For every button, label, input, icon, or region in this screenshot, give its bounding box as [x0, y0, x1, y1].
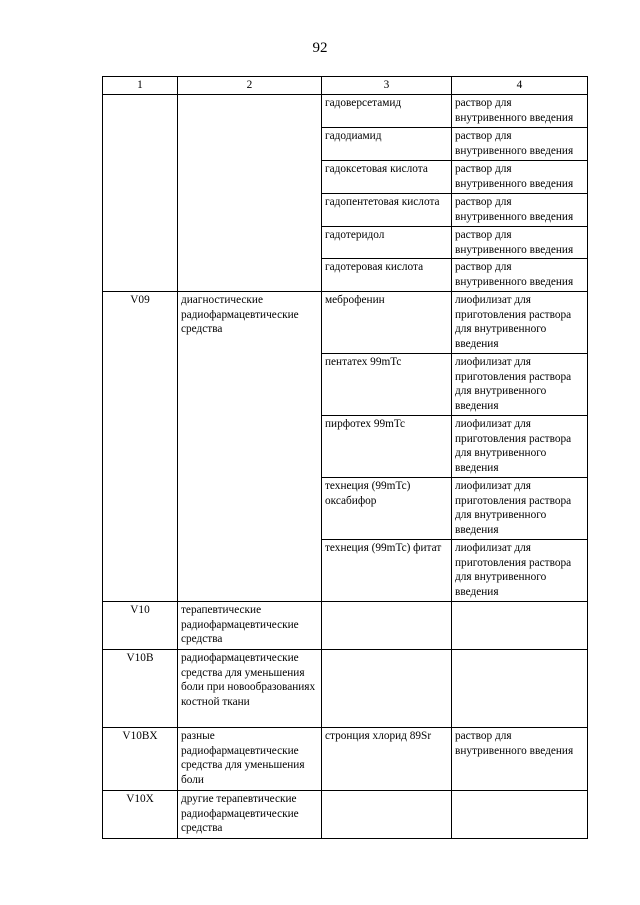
table-row [103, 416, 588, 478]
drug-name-cell: гадопентетовая кислота [322, 194, 452, 227]
atc-code-cell [103, 194, 178, 227]
table-row [103, 227, 588, 259]
drug-name-cell: гадоксетовая кислота [322, 161, 452, 194]
dosage-form-cell: раствор для внутривенного введения [452, 728, 588, 791]
group-cell [178, 478, 322, 540]
dosage-form-cell: раствор для внутривенного введения [452, 95, 588, 128]
drug-name-cell: меброфенин [322, 292, 452, 354]
drug-name-cell [322, 650, 452, 728]
drug-name-cell [322, 602, 452, 650]
group-cell [178, 95, 322, 128]
atc-code-cell [103, 128, 178, 161]
drug-name-cell: гадотеровая кислота [322, 259, 452, 292]
dosage-form-cell: раствор для внутривенного введения [452, 259, 588, 292]
atc-code-cell [103, 540, 178, 602]
atc-code-cell [103, 354, 178, 416]
column-header: 1 [103, 77, 178, 95]
table-row [103, 259, 588, 292]
atc-code-cell: V10B [103, 650, 178, 728]
drug-name-cell: технеция (99mTc) фитат [322, 540, 452, 602]
header-row [103, 77, 588, 95]
atc-code-cell [103, 95, 178, 128]
atc-code-cell: V09 [103, 292, 178, 354]
dosage-form-cell: раствор для внутривенного введения [452, 128, 588, 161]
dosage-form-cell [452, 602, 588, 650]
dosage-form-cell: лиофилизат для приготовления раствора для внутривенного введения [452, 540, 588, 602]
table-row [103, 292, 588, 354]
column-header: 2 [178, 77, 322, 95]
dosage-form-cell [452, 650, 588, 728]
drug-name-cell: гадотеридол [322, 227, 452, 259]
group-cell [178, 540, 322, 602]
drug-table [102, 76, 588, 839]
table-row [103, 194, 588, 227]
table-row [103, 602, 588, 650]
drug-name-cell: пентатех 99mTc [322, 354, 452, 416]
dosage-form-cell: раствор для внутривенного введения [452, 194, 588, 227]
drug-name-cell [322, 791, 452, 839]
table-row [103, 128, 588, 161]
atc-code-cell [103, 161, 178, 194]
group-cell [178, 128, 322, 161]
table-row [103, 161, 588, 194]
atc-code-cell [103, 227, 178, 259]
drug-name-cell: технеция (99mTc) оксабифор [322, 478, 452, 540]
atc-code-cell [103, 416, 178, 478]
dosage-form-cell [452, 791, 588, 839]
dosage-form-cell: лиофилизат для приготовления раствора для внутривенного введения [452, 416, 588, 478]
group-cell [178, 259, 322, 292]
group-cell [178, 194, 322, 227]
group-cell [178, 161, 322, 194]
group-cell: терапевтические радиофармацевтические средства [178, 602, 322, 650]
group-cell: другие терапевтические радиофармацевтические средства [178, 791, 322, 839]
atc-code-cell: V10X [103, 791, 178, 839]
group-cell [178, 416, 322, 478]
drug-name-cell: пирфотех 99mTc [322, 416, 452, 478]
dosage-form-cell: лиофилизат для приготовления раствора для внутривенного введения [452, 354, 588, 416]
atc-code-cell [103, 478, 178, 540]
column-header: 3 [322, 77, 452, 95]
atc-code-cell: V10 [103, 602, 178, 650]
dosage-form-cell: лиофилизат для приготовления раствора для внутривенного введения [452, 292, 588, 354]
drug-name-cell: гадодиамид [322, 128, 452, 161]
column-header: 4 [452, 77, 588, 95]
page-number: 92 [312, 40, 328, 56]
table-row [103, 95, 588, 128]
dosage-form-cell: раствор для внутривенного введения [452, 161, 588, 194]
atc-code-cell: V10BX [103, 728, 178, 791]
group-cell: разные радиофармацевтические средства для уменьшения боли [178, 728, 322, 791]
dosage-form-cell: лиофилизат для приготовления раствора для внутривенного введения [452, 478, 588, 540]
table-row [103, 650, 588, 728]
table-row [103, 478, 588, 540]
table-row [103, 540, 588, 602]
group-cell [178, 227, 322, 259]
dosage-form-cell: раствор для внутривенного введения [452, 227, 588, 259]
table-row [103, 791, 588, 839]
group-cell [178, 354, 322, 416]
drug-name-cell: гадоверсетамид [322, 95, 452, 128]
drug-name-cell: стронция хлорид 89Sr [322, 728, 452, 791]
table-row [103, 728, 588, 791]
table-row [103, 354, 588, 416]
group-cell: радиофармацевтические средства для уменьшения боли при новообразованиях костной ткани [178, 650, 322, 728]
group-cell: диагностические радиофармацевтические средства [178, 292, 322, 354]
atc-code-cell [103, 259, 178, 292]
